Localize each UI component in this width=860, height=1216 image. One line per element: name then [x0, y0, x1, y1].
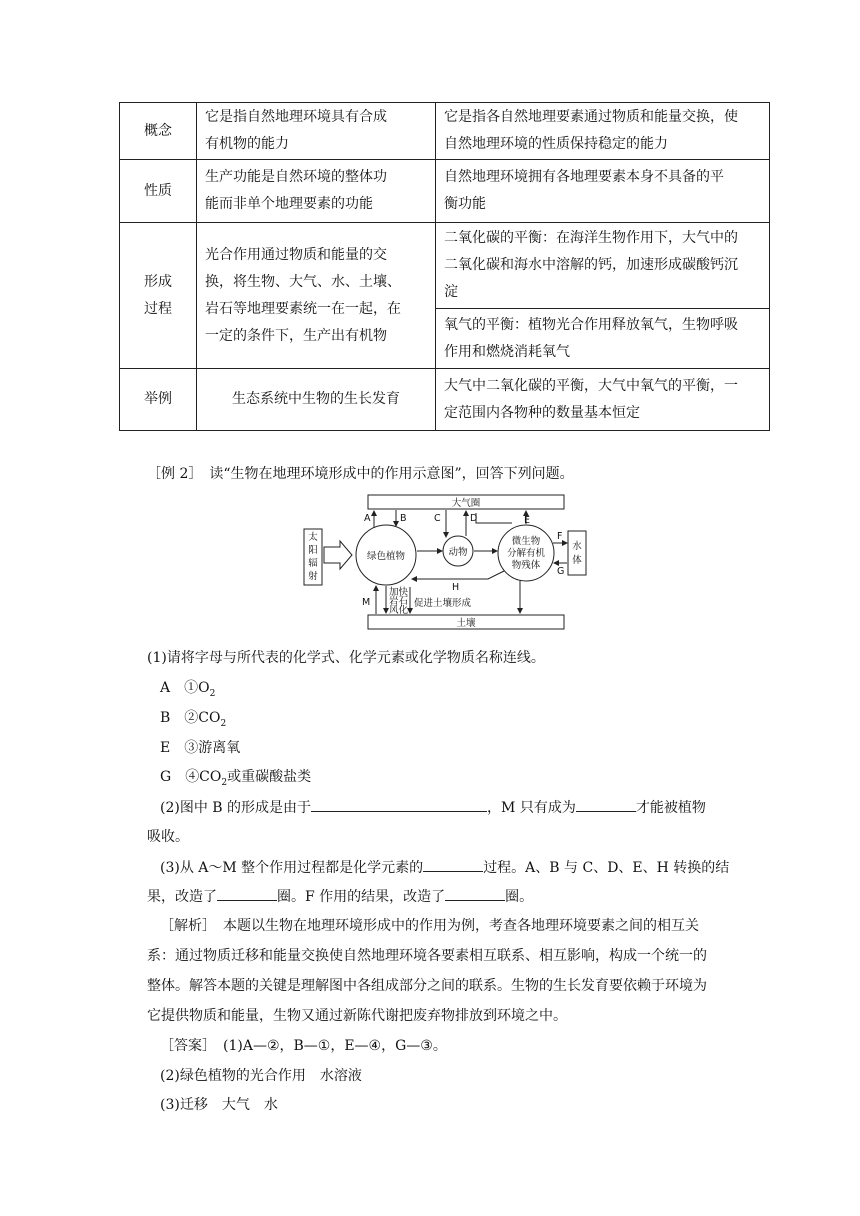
animals-label: 动物 [448, 547, 468, 558]
production-cell: 生态系统中生物的生长发育 [197, 369, 436, 431]
q3-text: 圈。 [505, 889, 534, 905]
pair-sub: 2 [220, 718, 227, 729]
q2-text: (2)图中 B 的形成是由于 [160, 800, 312, 816]
pair-g [160, 767, 311, 793]
pair-sub: 2 [209, 688, 216, 699]
row-label: 性质 [120, 160, 197, 223]
co2-balance-cell: 二氧化碳的平衡：在海洋生物作用下，大气中的 二氧化碳和海水中溶解的钙，加速形成碳酸钙沉 淀 [436, 223, 770, 309]
weathering-label: 风化 [389, 605, 409, 616]
arrow-h [412, 571, 504, 579]
question-1: (1)请将字母与所代表的化学式、化学元素或化学物质名称连线。 [147, 650, 545, 666]
letter-c: C [434, 513, 441, 524]
atmosphere-label: 大气圈 [451, 498, 481, 509]
q3-text: 果，改造了 [147, 889, 217, 905]
sun-label: 太 [308, 532, 318, 543]
analysis-line: 整体。解答本题的关键是理解图中各组成部分之间的联系。生物的生长发育要依赖于环境为 [147, 978, 707, 994]
o2-balance-cell: 氧气的平衡：植物光合作用释放氧气，生物呼吸 作用和燃烧消耗氧气 [436, 309, 770, 369]
soil-formation-label: 促进土壤形成 [414, 598, 472, 609]
balance-cell: 大气中二氧化碳的平衡，大气中氧气的平衡，一 定范围内各物种的数量基本恒定 [436, 369, 770, 431]
q2-text: 才能被植物 [635, 800, 706, 816]
pair-b [160, 708, 226, 734]
analysis-line: ［解析］ 本题以生物在地理环境形成中的作用为例，考查各地理环境要素之间的相互关 [160, 918, 699, 934]
answer-line: (2)绿色植物的光合作用 水溶液 [160, 1068, 362, 1084]
q2-text: ，M 只有成为 [487, 800, 576, 816]
sun-label: 阳 [308, 545, 318, 556]
row-label: 概念 [120, 103, 197, 160]
table-row-nature [120, 160, 770, 223]
balance-cell: 它是指各自然地理要素通过物质和能量交换，使 自然地理环境的性质保持稳定的能力 [436, 103, 770, 160]
example-intro: ［例 2］ 读“生物在地理环境形成中的作用示意图”，回答下列问题。 [147, 466, 574, 482]
production-cell: 光合作用通过物质和能量的交 换，将生物、大气、水、土壤、 岩石等地理要素统一在一起，在 一定的条件下，生产出有机物 [197, 223, 436, 369]
question-2-cont: 吸收。 [147, 829, 189, 845]
microbes-label: 分解有机 [506, 548, 546, 559]
q3-text: 过程。A、B 与 C、D、E、H 转换的结 [483, 860, 730, 876]
microbes-label: 微生物 [511, 536, 541, 547]
table-row-concept [120, 103, 770, 160]
pair-tail: 或重碳酸盐类 [227, 769, 312, 785]
answer-blank [576, 797, 636, 812]
answer-blank [445, 886, 505, 901]
letter-m: M [362, 597, 371, 608]
production-cell: 它是指自然地理环境具有合成 有机物的能力 [197, 103, 436, 160]
pair-e [160, 738, 240, 758]
water-box [568, 531, 586, 575]
soil-label: 土壤 [456, 618, 476, 629]
pair-letter: E [160, 740, 171, 756]
question-3 [160, 857, 729, 878]
weathering-label: 加快 [389, 587, 409, 598]
pair-item: ①O [184, 680, 210, 696]
e-connector [476, 513, 512, 523]
answer-line: (3)迁移 大气 水 [160, 1097, 278, 1113]
letter-g: G [557, 566, 565, 577]
pair-sub: 2 [221, 777, 228, 788]
question-3-cont [147, 886, 533, 907]
answer-line: ［答案］ (1)A—②，B—①，E—④，G—③。 [160, 1038, 447, 1054]
comparison-table [119, 102, 770, 431]
row-label: 举例 [120, 369, 197, 431]
question-2 [160, 797, 706, 818]
analysis-line: 它提供物质和能量，生物又通过新陈代谢把废弃物排放到环境之中。 [147, 1008, 567, 1024]
biosphere-diagram [300, 493, 590, 635]
weathering-label: 岩石 [389, 596, 409, 607]
pair-item: ③游离氧 [184, 740, 241, 756]
pair-item: ④CO [185, 769, 222, 785]
plants-label: 绿色植物 [366, 551, 406, 562]
balance-cell: 自然地理环境拥有各地理要素本身不具备的平 衡功能 [436, 160, 770, 223]
row-label: 形成 过程 [120, 223, 197, 369]
sun-label: 辐 [308, 558, 318, 569]
microbes-label: 物残体 [511, 560, 541, 571]
letter-h: H [452, 582, 460, 593]
water-label: 水 [572, 541, 582, 552]
answer-blank [423, 857, 483, 872]
letter-a: A [364, 513, 371, 524]
q3-text: 圈。F 作用的结果，改造了 [277, 889, 446, 905]
letter-b: B [400, 513, 407, 524]
pair-letter: A [160, 680, 171, 696]
pair-letter: B [160, 710, 171, 726]
letter-d: D [470, 513, 478, 524]
answer-blank [217, 886, 277, 901]
sun-label: 射 [308, 571, 318, 582]
pair-letter: G [160, 769, 172, 785]
table-row-process [120, 223, 770, 309]
answer-blank [311, 797, 487, 812]
water-label: 体 [572, 555, 582, 566]
letter-f: F [557, 531, 563, 542]
production-cell: 生产功能是自然环境的整体功 能而非单个地理要素的功能 [197, 160, 436, 223]
analysis-line: 系：通过物质迁移和能量交换使自然地理环境各要素相互联系、相互影响，构成一个统一的 [147, 948, 707, 964]
radiation-arrow [324, 541, 352, 569]
pair-a [160, 678, 215, 704]
table-row-example [120, 369, 770, 431]
q3-text: (3)从 A～M 整个作用过程都是化学元素的 [160, 860, 424, 876]
pair-item: ②CO [184, 710, 221, 726]
letter-e: E [524, 515, 531, 526]
